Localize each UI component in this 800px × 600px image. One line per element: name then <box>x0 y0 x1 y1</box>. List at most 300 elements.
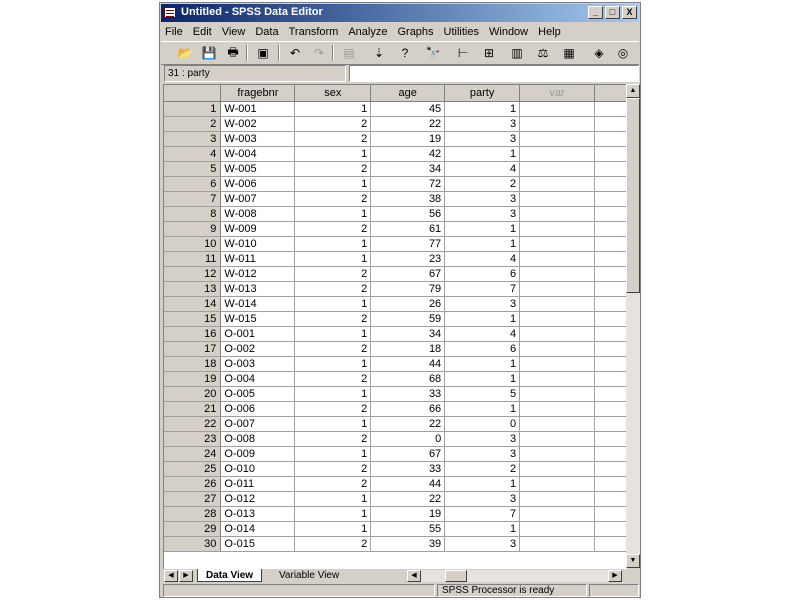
cell-party[interactable]: 3 <box>445 116 520 131</box>
vertical-scrollbar[interactable] <box>626 84 640 568</box>
cell-sex[interactable]: 2 <box>295 281 371 296</box>
table-row[interactable] <box>164 161 627 176</box>
table-row[interactable] <box>164 431 627 446</box>
split-file-icon[interactable]: ▥ <box>511 46 523 60</box>
cell-var-empty[interactable] <box>520 446 595 461</box>
table-row[interactable] <box>164 116 627 131</box>
cell-age[interactable]: 67 <box>371 266 445 281</box>
row-number[interactable]: 1 <box>164 101 221 116</box>
table-row[interactable] <box>164 266 627 281</box>
row-number[interactable]: 12 <box>164 266 221 281</box>
dialog-recall-icon[interactable]: ▣ <box>257 46 269 60</box>
vertical-scroll-thumb[interactable] <box>626 98 640 293</box>
cell-sex[interactable]: 2 <box>295 116 371 131</box>
row-number[interactable]: 19 <box>164 371 221 386</box>
table-row[interactable] <box>164 131 627 146</box>
tab-prev-icon[interactable]: ◀ <box>164 570 178 582</box>
cell-age[interactable]: 22 <box>371 491 445 506</box>
cell-empty[interactable] <box>595 281 627 296</box>
cell-party[interactable]: 1 <box>445 356 520 371</box>
row-number[interactable]: 13 <box>164 281 221 296</box>
cell-empty[interactable] <box>595 371 627 386</box>
cell-reference: 31 : party <box>164 65 346 82</box>
cell-var-empty[interactable] <box>520 236 595 251</box>
title-bar[interactable] <box>161 4 639 22</box>
cell-var-empty[interactable] <box>520 176 595 191</box>
cell-var-empty[interactable] <box>520 536 595 551</box>
cell-var-empty[interactable] <box>520 341 595 356</box>
cell-fragebnr[interactable]: O-014 <box>221 521 295 536</box>
status-left-panel <box>163 584 435 597</box>
spss-app-icon[interactable] <box>164 7 176 18</box>
column-header-party[interactable]: party <box>445 85 520 101</box>
cell-empty[interactable] <box>595 431 627 446</box>
table-row[interactable] <box>164 371 627 386</box>
cell-fragebnr[interactable]: O-015 <box>221 536 295 551</box>
cell-sex[interactable]: 1 <box>295 251 371 266</box>
cell-var-empty[interactable] <box>520 491 595 506</box>
cell-fragebnr[interactable]: W-010 <box>221 236 295 251</box>
cell-var-empty[interactable] <box>520 146 595 161</box>
cell-empty[interactable] <box>595 536 627 551</box>
cell-party[interactable]: 3 <box>445 191 520 206</box>
select-cases-icon[interactable]: ▦ <box>563 46 575 60</box>
table-row[interactable] <box>164 191 627 206</box>
cell-sex[interactable]: 1 <box>295 146 371 161</box>
cell-var-empty[interactable] <box>520 401 595 416</box>
cell-party[interactable]: 3 <box>445 446 520 461</box>
cell-party[interactable]: 4 <box>445 251 520 266</box>
cell-empty[interactable] <box>595 491 627 506</box>
row-number[interactable]: 15 <box>164 311 221 326</box>
goto-chart-icon[interactable]: ▤ <box>343 46 355 60</box>
cell-value-input[interactable] <box>349 65 639 82</box>
status-message: SPSS Processor is ready <box>437 584 587 597</box>
table-row[interactable] <box>164 251 627 266</box>
row-number[interactable]: 22 <box>164 416 221 431</box>
cell-age[interactable]: 19 <box>371 506 445 521</box>
cell-sex[interactable]: 1 <box>295 101 371 116</box>
row-number[interactable]: 10 <box>164 236 221 251</box>
cell-age[interactable]: 33 <box>371 386 445 401</box>
cell-age[interactable]: 59 <box>371 311 445 326</box>
table-row[interactable] <box>164 521 627 536</box>
cell-party[interactable]: 2 <box>445 176 520 191</box>
cell-var-empty[interactable] <box>520 161 595 176</box>
cell-party[interactable]: 3 <box>445 131 520 146</box>
table-row[interactable] <box>164 311 627 326</box>
cell-sex[interactable]: 2 <box>295 371 371 386</box>
table-row[interactable] <box>164 446 627 461</box>
cell-fragebnr[interactable]: W-005 <box>221 161 295 176</box>
cell-sex[interactable]: 1 <box>295 206 371 221</box>
goto-case-icon[interactable]: ⇣ <box>373 46 385 60</box>
row-number[interactable]: 24 <box>164 446 221 461</box>
cell-var-empty[interactable] <box>520 116 595 131</box>
row-number[interactable]: 23 <box>164 431 221 446</box>
cell-party[interactable]: 1 <box>445 521 520 536</box>
cell-age[interactable]: 22 <box>371 416 445 431</box>
cell-fragebnr[interactable]: O-012 <box>221 491 295 506</box>
cell-fragebnr[interactable]: W-007 <box>221 191 295 206</box>
cell-age[interactable]: 18 <box>371 341 445 356</box>
cell-age[interactable]: 68 <box>371 371 445 386</box>
cell-sex[interactable]: 1 <box>295 446 371 461</box>
cell-fragebnr[interactable]: O-006 <box>221 401 295 416</box>
cell-age[interactable]: 38 <box>371 191 445 206</box>
cell-sex[interactable]: 2 <box>295 476 371 491</box>
cell-sex[interactable]: 2 <box>295 191 371 206</box>
cell-var-empty[interactable] <box>520 326 595 341</box>
cell-var-empty[interactable] <box>520 416 595 431</box>
cell-sex[interactable]: 1 <box>295 356 371 371</box>
cell-empty[interactable] <box>595 506 627 521</box>
cell-empty[interactable] <box>595 101 627 116</box>
cell-fragebnr[interactable]: O-011 <box>221 476 295 491</box>
cell-var-empty[interactable] <box>520 281 595 296</box>
cell-empty[interactable] <box>595 221 627 236</box>
minimize-button[interactable]: _ <box>588 6 603 19</box>
menu-bar <box>161 23 639 41</box>
horizontal-scroll-thumb[interactable] <box>445 570 467 582</box>
menu-view[interactable]: View <box>221 26 246 38</box>
cell-empty[interactable] <box>595 161 627 176</box>
insert-case-icon[interactable]: ⊢ <box>457 46 469 60</box>
cell-sex[interactable]: 1 <box>295 386 371 401</box>
cell-age[interactable]: 34 <box>371 326 445 341</box>
cell-party[interactable]: 5 <box>445 386 520 401</box>
value-labels-icon[interactable]: ◈ <box>594 46 604 60</box>
cell-sex[interactable]: 2 <box>295 221 371 236</box>
cell-sex[interactable]: 2 <box>295 401 371 416</box>
weight-cases-icon[interactable]: ⚖ <box>537 46 549 60</box>
cell-party[interactable]: 3 <box>445 206 520 221</box>
cell-age[interactable]: 61 <box>371 221 445 236</box>
cell-fragebnr[interactable]: O-001 <box>221 326 295 341</box>
column-header-age[interactable]: age <box>371 85 445 101</box>
cell-sex[interactable]: 2 <box>295 431 371 446</box>
row-number[interactable]: 26 <box>164 476 221 491</box>
row-number[interactable]: 25 <box>164 461 221 476</box>
cell-empty[interactable] <box>595 401 627 416</box>
table-row[interactable] <box>164 326 627 341</box>
cell-party[interactable]: 1 <box>445 146 520 161</box>
row-number[interactable]: 4 <box>164 146 221 161</box>
cell-fragebnr[interactable]: W-008 <box>221 206 295 221</box>
cell-age[interactable]: 42 <box>371 146 445 161</box>
cell-age[interactable]: 72 <box>371 176 445 191</box>
table-row[interactable] <box>164 461 627 476</box>
cell-var-empty[interactable] <box>520 431 595 446</box>
cell-fragebnr[interactable]: W-006 <box>221 176 295 191</box>
scroll-right-icon[interactable]: ▶ <box>608 570 622 582</box>
cell-party[interactable]: 3 <box>445 296 520 311</box>
cell-sex[interactable]: 2 <box>295 461 371 476</box>
cell-empty[interactable] <box>595 191 627 206</box>
print-icon[interactable]: 🖶 <box>227 44 239 59</box>
cell-age[interactable]: 79 <box>371 281 445 296</box>
cell-party[interactable]: 4 <box>445 326 520 341</box>
cell-empty[interactable] <box>595 116 627 131</box>
maximize-button[interactable]: □ <box>605 6 620 19</box>
row-number[interactable]: 27 <box>164 491 221 506</box>
cell-age[interactable]: 55 <box>371 521 445 536</box>
cell-party[interactable]: 6 <box>445 341 520 356</box>
cell-age[interactable]: 77 <box>371 236 445 251</box>
cell-party[interactable]: 4 <box>445 161 520 176</box>
cell-var-empty[interactable] <box>520 221 595 236</box>
cell-age[interactable]: 56 <box>371 206 445 221</box>
table-row[interactable] <box>164 341 627 356</box>
row-number[interactable]: 17 <box>164 341 221 356</box>
table-row[interactable] <box>164 506 627 521</box>
cell-fragebnr[interactable]: O-009 <box>221 446 295 461</box>
cell-var-empty[interactable] <box>520 311 595 326</box>
table-row[interactable] <box>164 146 627 161</box>
cell-age[interactable]: 67 <box>371 446 445 461</box>
save-icon[interactable]: 💾 <box>201 46 217 60</box>
open-folder-icon[interactable]: 📂 <box>177 46 193 60</box>
table-row[interactable] <box>164 101 627 116</box>
cell-fragebnr[interactable]: W-011 <box>221 251 295 266</box>
cell-empty[interactable] <box>595 131 627 146</box>
cell-empty[interactable] <box>595 311 627 326</box>
cell-var-empty[interactable] <box>520 206 595 221</box>
row-number[interactable]: 18 <box>164 356 221 371</box>
cell-editor-bar <box>161 65 639 83</box>
menu-transform[interactable]: Transform <box>288 26 339 38</box>
cell-age[interactable]: 45 <box>371 101 445 116</box>
menu-analyze[interactable]: Analyze <box>348 26 388 38</box>
cell-empty[interactable] <box>595 386 627 401</box>
row-number[interactable]: 16 <box>164 326 221 341</box>
cell-fragebnr[interactable]: O-003 <box>221 356 295 371</box>
use-sets-icon[interactable]: ◎ <box>617 46 629 60</box>
cell-sex[interactable]: 1 <box>295 491 371 506</box>
cell-fragebnr[interactable]: W-012 <box>221 266 295 281</box>
row-number[interactable]: 3 <box>164 131 221 146</box>
variables-icon[interactable]: ? <box>401 46 409 60</box>
table-row[interactable] <box>164 296 627 311</box>
menu-utilities[interactable]: Utilities <box>443 26 479 38</box>
cell-empty[interactable] <box>595 341 627 356</box>
window-title: Untitled - SPSS Data Editor <box>181 6 323 18</box>
cell-fragebnr[interactable]: O-005 <box>221 386 295 401</box>
cell-fragebnr[interactable]: O-013 <box>221 506 295 521</box>
cell-sex[interactable]: 1 <box>295 326 371 341</box>
cell-fragebnr[interactable]: W-013 <box>221 281 295 296</box>
row-number[interactable]: 30 <box>164 536 221 551</box>
row-number[interactable]: 14 <box>164 296 221 311</box>
close-button[interactable]: X <box>622 6 637 19</box>
table-row[interactable] <box>164 386 627 401</box>
menu-window[interactable]: Window <box>489 26 529 38</box>
cell-party[interactable]: 7 <box>445 281 520 296</box>
redo-icon[interactable]: ↷ <box>313 46 325 60</box>
table-row[interactable] <box>164 176 627 191</box>
menu-data[interactable]: Data <box>255 26 279 38</box>
cell-sex[interactable]: 2 <box>295 266 371 281</box>
cell-fragebnr[interactable]: W-001 <box>221 101 295 116</box>
cell-party[interactable]: 1 <box>445 101 520 116</box>
cell-empty[interactable] <box>595 326 627 341</box>
cell-var-empty[interactable] <box>520 461 595 476</box>
scroll-down-icon[interactable]: ▼ <box>626 554 640 568</box>
cell-fragebnr[interactable]: W-003 <box>221 131 295 146</box>
spss-data-editor-window <box>159 2 641 598</box>
cell-sex[interactable]: 2 <box>295 161 371 176</box>
cell-var-empty[interactable] <box>520 356 595 371</box>
cell-fragebnr[interactable]: W-014 <box>221 296 295 311</box>
row-number[interactable]: 7 <box>164 191 221 206</box>
undo-icon[interactable]: ↶ <box>289 46 301 60</box>
cell-empty[interactable] <box>595 446 627 461</box>
scroll-up-icon[interactable]: ▲ <box>626 84 640 98</box>
cell-age[interactable]: 39 <box>371 536 445 551</box>
cell-party[interactable]: 2 <box>445 461 520 476</box>
cell-age[interactable]: 22 <box>371 116 445 131</box>
cell-var-empty[interactable] <box>520 521 595 536</box>
row-number[interactable]: 11 <box>164 251 221 266</box>
cell-var-empty[interactable] <box>520 266 595 281</box>
column-header-var[interactable]: var <box>520 85 595 101</box>
cell-party[interactable]: 1 <box>445 476 520 491</box>
cell-var-empty[interactable] <box>520 476 595 491</box>
cell-age[interactable]: 0 <box>371 431 445 446</box>
table-row[interactable] <box>164 356 627 371</box>
cell-empty[interactable] <box>595 251 627 266</box>
cell-var-empty[interactable] <box>520 251 595 266</box>
cell-sex[interactable]: 1 <box>295 506 371 521</box>
menu-graphs[interactable]: Graphs <box>397 26 434 38</box>
find-icon[interactable]: 🔭 <box>425 46 441 60</box>
cell-var-empty[interactable] <box>520 131 595 146</box>
cell-empty[interactable] <box>595 206 627 221</box>
cell-fragebnr[interactable]: O-008 <box>221 431 295 446</box>
cell-var-empty[interactable] <box>520 191 595 206</box>
cell-empty[interactable] <box>595 416 627 431</box>
cell-age[interactable]: 19 <box>371 131 445 146</box>
table-row[interactable] <box>164 491 627 506</box>
cell-age[interactable]: 33 <box>371 461 445 476</box>
scroll-left-icon[interactable]: ◀ <box>407 570 421 582</box>
cell-fragebnr[interactable]: O-010 <box>221 461 295 476</box>
cell-var-empty[interactable] <box>520 371 595 386</box>
menu-edit[interactable]: Edit <box>192 26 212 38</box>
table-row[interactable] <box>164 476 627 491</box>
tab-variable-view[interactable]: Variable View <box>279 570 340 581</box>
cell-empty[interactable] <box>595 236 627 251</box>
cell-empty[interactable] <box>595 266 627 281</box>
cell-sex[interactable]: 2 <box>295 311 371 326</box>
cell-age[interactable]: 44 <box>371 476 445 491</box>
cell-sex[interactable]: 2 <box>295 341 371 356</box>
column-header-sex[interactable]: sex <box>295 85 371 101</box>
cell-party[interactable]: 0 <box>445 416 520 431</box>
cell-fragebnr[interactable]: O-007 <box>221 416 295 431</box>
cell-empty[interactable] <box>595 521 627 536</box>
cell-age[interactable]: 26 <box>371 296 445 311</box>
cell-empty[interactable] <box>595 296 627 311</box>
cell-fragebnr[interactable]: W-015 <box>221 311 295 326</box>
table-row[interactable] <box>164 221 627 236</box>
column-header-fragebnr[interactable]: fragebnr <box>221 85 295 101</box>
cell-sex[interactable]: 1 <box>295 176 371 191</box>
table-row[interactable] <box>164 236 627 251</box>
table-row[interactable] <box>164 401 627 416</box>
cell-fragebnr[interactable]: W-009 <box>221 221 295 236</box>
cell-age[interactable]: 34 <box>371 161 445 176</box>
cell-sex[interactable]: 1 <box>295 521 371 536</box>
cell-empty[interactable] <box>595 146 627 161</box>
cell-var-empty[interactable] <box>520 386 595 401</box>
cell-party[interactable]: 6 <box>445 266 520 281</box>
row-number[interactable]: 21 <box>164 401 221 416</box>
column-header-empty[interactable] <box>595 85 627 101</box>
row-number[interactable]: 5 <box>164 161 221 176</box>
cell-party[interactable]: 3 <box>445 431 520 446</box>
cell-party[interactable]: 1 <box>445 371 520 386</box>
table-row[interactable] <box>164 416 627 431</box>
horizontal-scrollbar[interactable] <box>407 570 622 582</box>
table-row[interactable] <box>164 281 627 296</box>
cell-age[interactable]: 23 <box>371 251 445 266</box>
menu-file[interactable]: File <box>165 26 183 38</box>
row-number[interactable]: 2 <box>164 116 221 131</box>
cell-sex[interactable]: 1 <box>295 416 371 431</box>
row-number[interactable]: 8 <box>164 206 221 221</box>
cell-fragebnr[interactable]: W-002 <box>221 116 295 131</box>
cell-sex[interactable]: 1 <box>295 296 371 311</box>
cell-sex[interactable]: 2 <box>295 536 371 551</box>
cell-fragebnr[interactable]: W-004 <box>221 146 295 161</box>
cell-party[interactable]: 3 <box>445 536 520 551</box>
menu-help[interactable]: Help <box>538 26 561 38</box>
row-number[interactable]: 6 <box>164 176 221 191</box>
cell-empty[interactable] <box>595 476 627 491</box>
cell-var-empty[interactable] <box>520 101 595 116</box>
tab-next-icon[interactable]: ▶ <box>179 570 193 582</box>
corner-cell[interactable] <box>164 85 221 101</box>
cell-party[interactable]: 1 <box>445 236 520 251</box>
cell-empty[interactable] <box>595 461 627 476</box>
cell-party[interactable]: 1 <box>445 221 520 236</box>
cell-party[interactable]: 7 <box>445 506 520 521</box>
cell-fragebnr[interactable]: O-004 <box>221 371 295 386</box>
insert-variable-icon[interactable]: ⊞ <box>483 46 495 60</box>
cell-party[interactable]: 3 <box>445 491 520 506</box>
cell-empty[interactable] <box>595 176 627 191</box>
row-number[interactable]: 20 <box>164 386 221 401</box>
cell-age[interactable]: 44 <box>371 356 445 371</box>
cell-party[interactable]: 1 <box>445 311 520 326</box>
tab-data-view[interactable]: Data View <box>197 569 262 582</box>
status-right-panel <box>589 584 639 597</box>
cell-empty[interactable] <box>595 356 627 371</box>
row-number[interactable]: 29 <box>164 521 221 536</box>
cell-var-empty[interactable] <box>520 296 595 311</box>
cell-age[interactable]: 66 <box>371 401 445 416</box>
cell-party[interactable]: 1 <box>445 401 520 416</box>
row-number[interactable]: 9 <box>164 221 221 236</box>
cell-fragebnr[interactable]: O-002 <box>221 341 295 356</box>
cell-sex[interactable]: 2 <box>295 131 371 146</box>
cell-sex[interactable]: 1 <box>295 236 371 251</box>
table-row[interactable] <box>164 536 627 551</box>
row-number[interactable]: 28 <box>164 506 221 521</box>
cell-var-empty[interactable] <box>520 506 595 521</box>
table-row[interactable] <box>164 206 627 221</box>
